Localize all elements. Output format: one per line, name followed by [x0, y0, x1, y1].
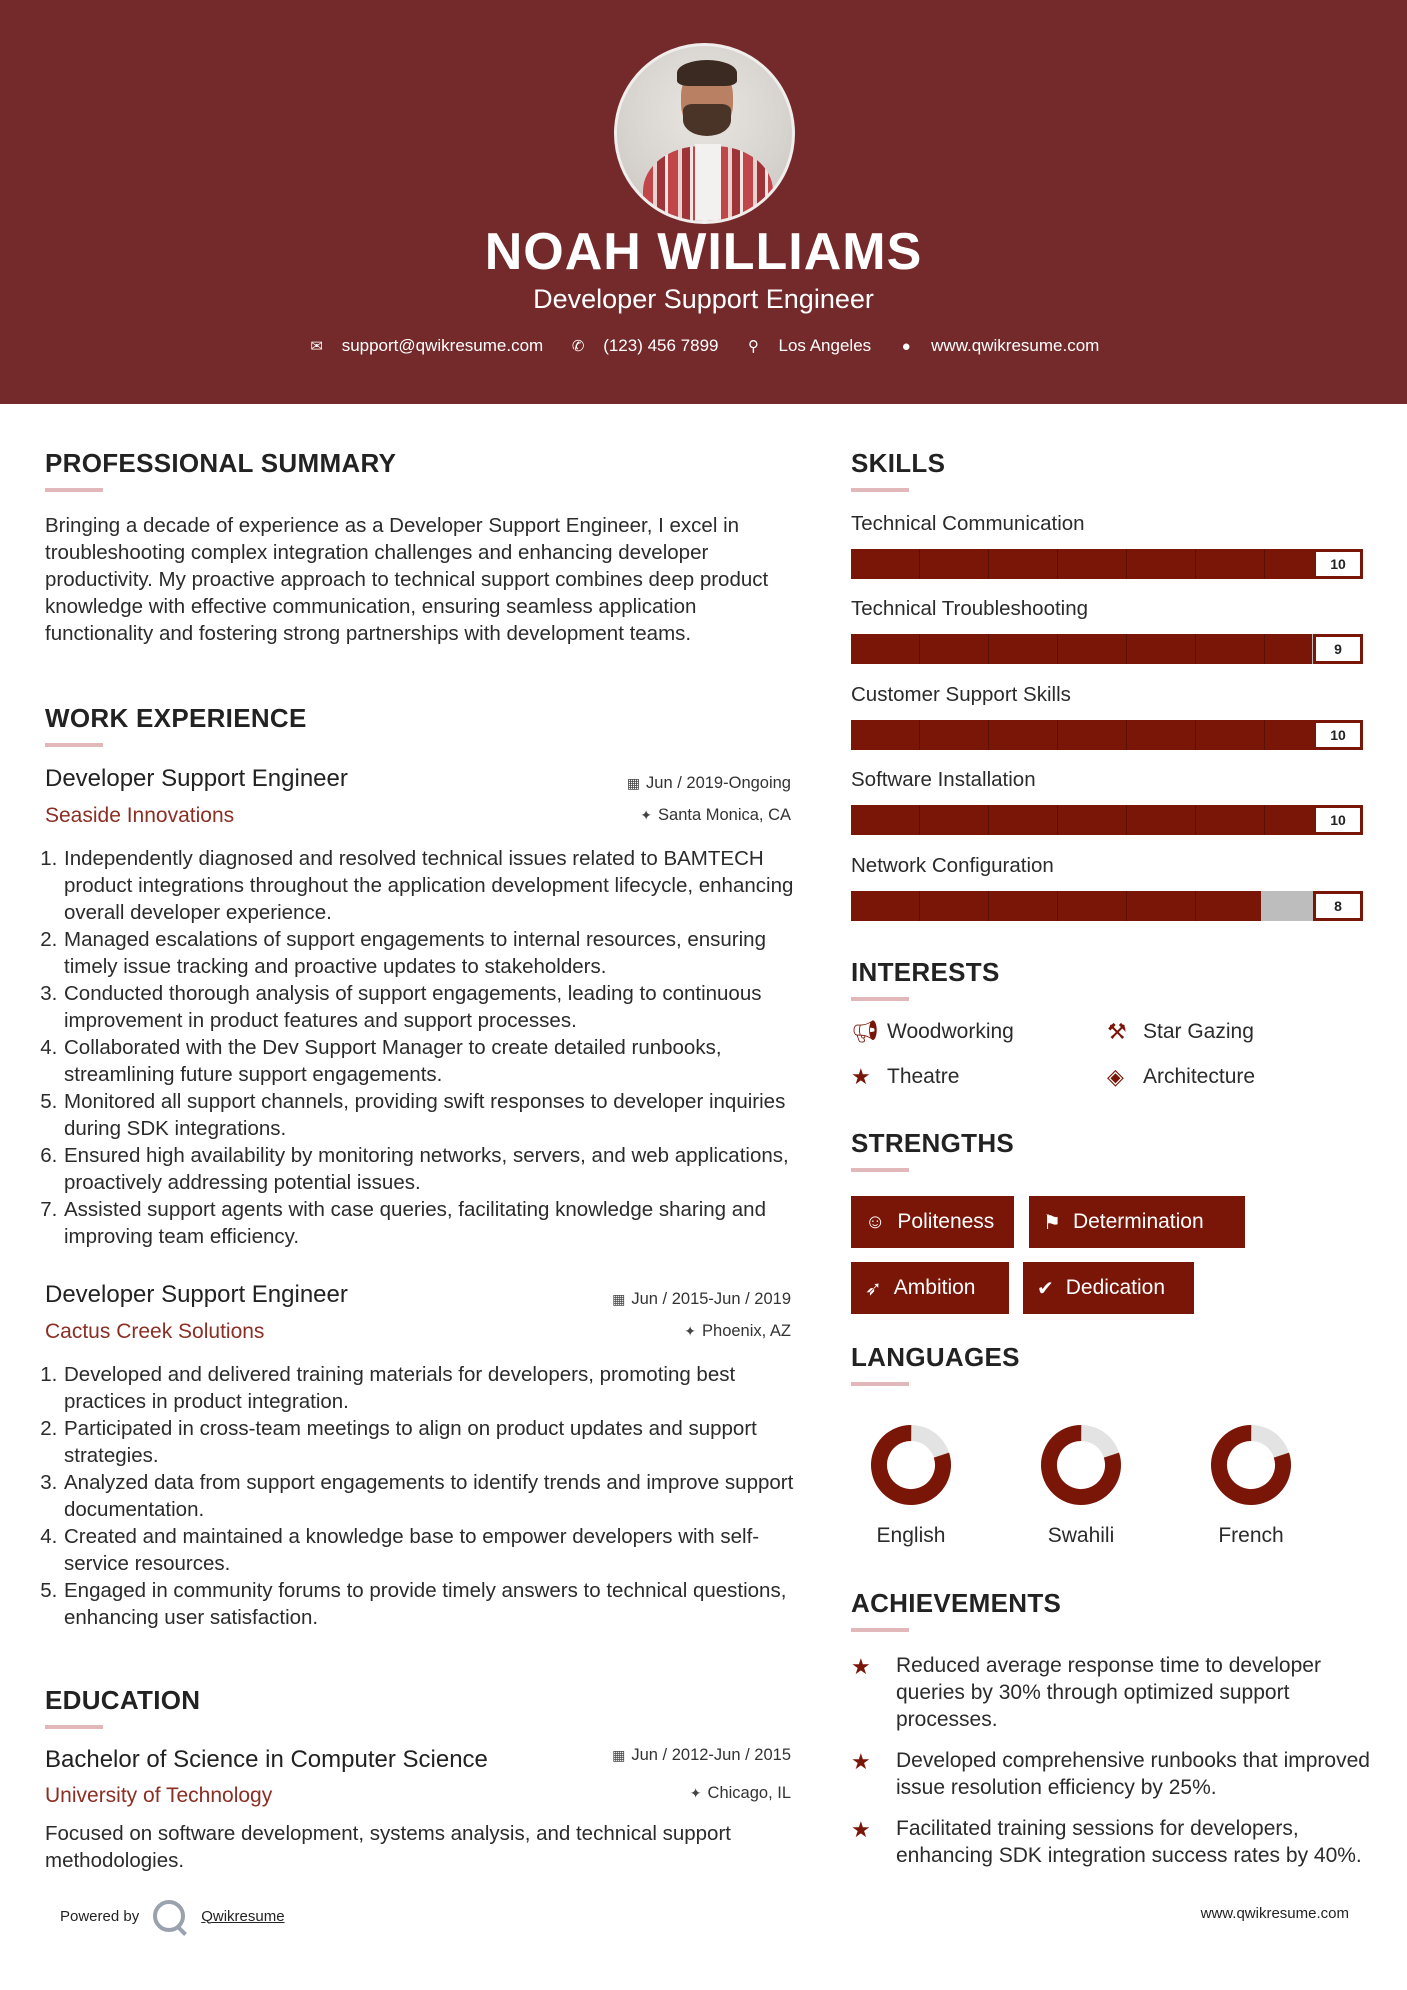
- skill-value: 10: [1313, 549, 1363, 579]
- summary-heading: PROFESSIONAL SUMMARY: [45, 448, 397, 478]
- skill-bar-fill: [851, 720, 1363, 750]
- job-location: ✦ Santa Monica, CA: [640, 806, 791, 824]
- strength-badge: ➶ Ambition: [851, 1262, 1009, 1314]
- calendar-icon: ▦: [612, 1291, 626, 1307]
- footer-url[interactable]: www.qwikresume.com: [1200, 1905, 1349, 1922]
- achievement-item: ★ Reduced average response time to developer queries by 30% through optimized support processes.: [851, 1654, 1321, 1731]
- skill-value: 10: [1313, 720, 1363, 750]
- qwikresume-link[interactable]: Qwikresume: [201, 1907, 285, 1925]
- interest-item: 📢︎ Woodworking: [851, 1019, 1014, 1044]
- gavel-icon: ⚒: [1107, 1019, 1127, 1044]
- strength-badge: ✔ Dedication: [1023, 1262, 1194, 1314]
- skill-value: 8: [1313, 891, 1363, 921]
- check-circle-icon: ✔: [1037, 1277, 1054, 1300]
- envelope-icon: ✉: [310, 338, 323, 355]
- language-label: French: [1218, 1524, 1284, 1547]
- languages-heading-underline: [851, 1382, 909, 1386]
- globe-icon: ●: [901, 337, 911, 355]
- strength-badge: ⚑ Determination: [1029, 1196, 1245, 1248]
- skill-label: Technical Troubleshooting: [851, 597, 1089, 620]
- strengths-heading: STRENGTHS: [851, 1128, 1015, 1158]
- language-label: Swahili: [1047, 1524, 1115, 1547]
- summary-text: Bringing a decade of experience as a Developer Support Engineer, I excel in troubleshooting complex integration challenges and enhancing developer productivity. My proactive approach to technical support combines deep product knowledge with effective communication, ensuring seamless application functionality and fostering strong partnerships with development teams.: [45, 514, 769, 645]
- phone-icon: ✆: [571, 338, 585, 355]
- pin-icon: ✦: [684, 1323, 697, 1339]
- profile-photo: [614, 43, 795, 224]
- skill-label: Network Configuration: [851, 854, 1054, 877]
- skills-heading: SKILLS: [851, 448, 946, 478]
- contact-row: [0, 336, 1407, 356]
- map-marker-icon: ⚲: [748, 338, 760, 355]
- list-item: 4. Created and maintained a knowledge base to empower developers with self-service resources.: [63, 1523, 795, 1577]
- job-title: Developer Support Engineer: [45, 1281, 348, 1308]
- calendar-icon: ▦: [626, 775, 641, 791]
- bullhorn-icon: 📢︎: [851, 1019, 879, 1044]
- education-heading: EDUCATION: [45, 1685, 201, 1715]
- summary-heading-underline: [45, 488, 103, 492]
- job-responsibilities: [45, 845, 795, 1250]
- skill-value: 9: [1313, 634, 1363, 664]
- skill-label: Technical Communication: [851, 512, 1085, 535]
- language-label: English: [876, 1524, 946, 1547]
- skill-value: 10: [1313, 805, 1363, 835]
- star-icon: ★: [851, 1064, 871, 1089]
- contact-website[interactable]: ● www.qwikresume.com: [897, 336, 1099, 356]
- candidate-name: NOAH WILLIAMS: [484, 223, 923, 281]
- flag-checkered-icon: ⚑: [1043, 1211, 1061, 1234]
- skill-bar: [851, 549, 1363, 579]
- skill-bar-fill: [851, 634, 1312, 664]
- school-name: University of Technology: [45, 1784, 273, 1807]
- list-item: 3. Conducted thorough analysis of support engagements, leading to continuous improvement in product features and support processes.: [63, 980, 795, 1034]
- interest-item: ◈ Architecture: [1107, 1064, 1256, 1089]
- job-dates: ▦ Jun / 2015-Jun / 2019: [612, 1290, 791, 1308]
- footer-powered-by: Powered by Qwikresume: [60, 1900, 285, 1932]
- experience-heading-underline: [45, 743, 103, 747]
- ticket-icon: ◈: [1107, 1064, 1124, 1089]
- language-donut: [1036, 1420, 1126, 1510]
- skill-bar-fill: [851, 805, 1363, 835]
- pin-icon: ✦: [689, 1785, 702, 1801]
- list-item: 2. Participated in cross-team meetings to align on product updates and support strategies.: [63, 1415, 795, 1469]
- job-dates: ▦ Jun / 2019-Ongoing: [626, 774, 791, 792]
- experience-heading: WORK EXPERIENCE: [45, 703, 307, 733]
- candidate-title: Developer Support Engineer: [533, 284, 874, 314]
- skill-bar: [851, 720, 1363, 750]
- education-heading-underline: [45, 1725, 103, 1729]
- award-star-icon: ★: [851, 1817, 871, 1842]
- list-item: 7. Assisted support agents with case queries, facilitating knowledge sharing and improving team efficiency.: [63, 1196, 795, 1250]
- education-location: ✦ Chicago, IL: [689, 1784, 791, 1802]
- skill-bar: [851, 634, 1363, 664]
- achievements-heading: ACHIEVEMENTS: [851, 1588, 1062, 1618]
- strength-badge: ☺ Politeness: [851, 1196, 1014, 1248]
- skills-heading-underline: [851, 488, 909, 492]
- achievement-item: ★ Facilitated training sessions for developers, enhancing SDK integration success rates by 40%.: [851, 1817, 1362, 1867]
- contact-location: ⚲ Los Angeles: [745, 336, 872, 356]
- list-item: 4. Collaborated with the Dev Support Manager to create detailed runbooks, streamlining future support engagements.: [63, 1034, 795, 1088]
- language-donut: [866, 1420, 956, 1510]
- list-item: 5. Monitored all support channels, providing swift responses to developer inquiries during SDK integrations.: [63, 1088, 795, 1142]
- job-responsibilities: [45, 1361, 795, 1631]
- list-item: 2. Managed escalations of support engagements to internal resources, ensuring timely issue tracking and proactive updates to stakeholders.: [63, 926, 795, 980]
- interests-heading-underline: [851, 997, 909, 1001]
- achievements-heading-underline: [851, 1628, 909, 1632]
- interest-item: ★ Theatre: [851, 1064, 960, 1089]
- smile-icon: ☺: [865, 1210, 886, 1233]
- award-star-icon: ★: [851, 1749, 871, 1774]
- calendar-icon: ▦: [612, 1747, 626, 1763]
- resume-header: [0, 0, 1407, 404]
- interest-item: ⚒ Star Gazing: [1107, 1019, 1254, 1044]
- achievement-item: ★ Developed comprehensive runbooks that improved issue resolution efficiency by 25%.: [851, 1749, 1370, 1799]
- company-name: Cactus Creek Solutions: [45, 1320, 265, 1343]
- education-dates: ▦ Jun / 2012-Jun / 2015: [612, 1746, 791, 1764]
- rocket-icon: ➶: [865, 1277, 882, 1300]
- contact-phone[interactable]: ✆ (123) 456 7899: [569, 336, 718, 356]
- list-item: 5. Engaged in community forums to provide timely answers to technical questions, enhancing user satisfaction.: [63, 1577, 795, 1631]
- education-text: Focused on software development, systems analysis, and technical support methodologies.: [45, 1822, 731, 1872]
- skill-bar-fill: [851, 891, 1261, 921]
- skill-bar: [851, 891, 1363, 921]
- list-item: 1. Developed and delivered training materials for developers, promoting best practices in product integration.: [63, 1361, 795, 1415]
- qwikresume-logo-icon: [153, 1900, 185, 1932]
- strengths-heading-underline: [851, 1168, 909, 1172]
- award-star-icon: ★: [851, 1654, 871, 1679]
- list-item: 6. Ensured high availability by monitoring networks, servers, and web applications, proactively addressing potential issues.: [63, 1142, 795, 1196]
- contact-email[interactable]: ✉ support@qwikresume.com: [308, 336, 544, 356]
- job-title: Developer Support Engineer: [45, 765, 348, 792]
- list-item: 3. Analyzed data from support engagements to identify trends and improve support documentation.: [63, 1469, 795, 1523]
- language-donut: [1206, 1420, 1296, 1510]
- skill-label: Software Installation: [851, 768, 1036, 791]
- languages-heading: LANGUAGES: [851, 1342, 1020, 1372]
- skill-bar-fill: [851, 549, 1363, 579]
- skill-label: Customer Support Skills: [851, 683, 1071, 706]
- pin-icon: ✦: [640, 807, 653, 823]
- job-location: ✦ Phoenix, AZ: [684, 1322, 791, 1340]
- degree-title: Bachelor of Science in Computer Science: [45, 1746, 488, 1773]
- list-item: 1. Independently diagnosed and resolved technical issues related to BAMTECH product integrations throughout the application development lifecycle, enhancing overall developer experience.: [63, 845, 795, 926]
- interests-heading: INTERESTS: [851, 957, 1000, 987]
- company-name: Seaside Innovations: [45, 804, 235, 827]
- skill-bar: [851, 805, 1363, 835]
